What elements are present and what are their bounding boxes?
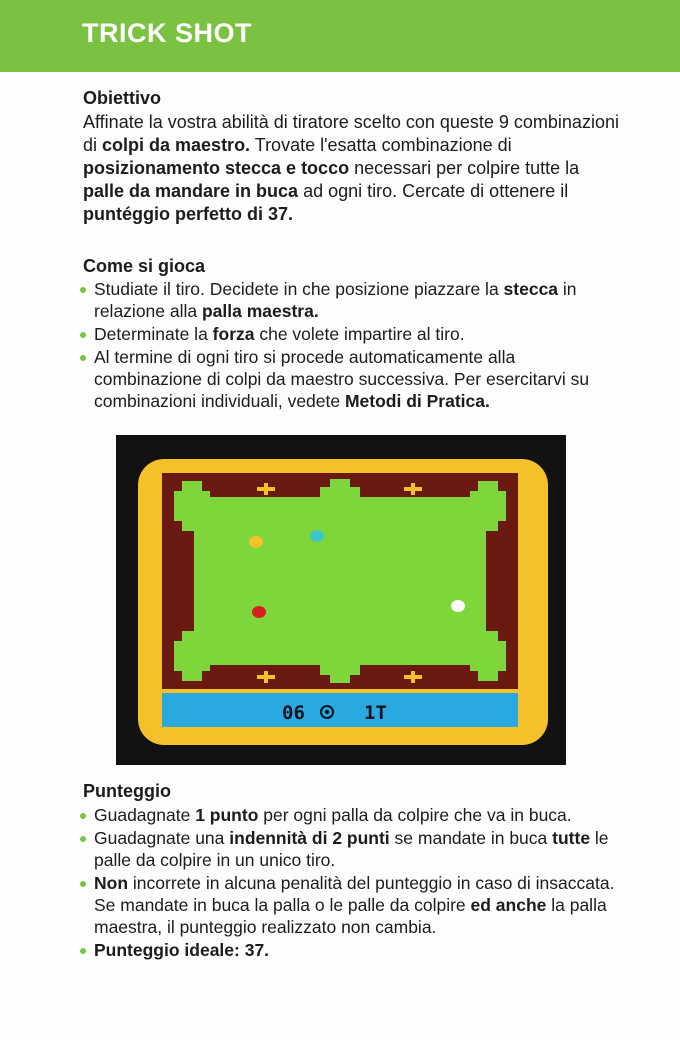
scoring-title: Punteggio xyxy=(83,781,171,801)
header-bar xyxy=(0,0,680,72)
ball-yellow xyxy=(249,536,263,548)
bold-text: colpi da maestro. xyxy=(102,135,251,155)
bold-text: palle da mandare in buca xyxy=(83,181,299,201)
text-run: Guadagnate una xyxy=(94,828,230,848)
bold-text: posizionamento stecca e tocco xyxy=(83,158,350,178)
text-run: Affinate la vostra abilità di tiratore scelto con queste 9 combinazioni di xyxy=(83,112,619,155)
list-item xyxy=(78,278,628,322)
text-run: per ogni palla da colpire che va in buca. xyxy=(258,805,572,825)
shape xyxy=(478,631,498,681)
score-right: 1T xyxy=(364,702,387,724)
text-run: Al termine di ogni tiro si procede automaticamente alla combinazione di colpi da maestro successiva. Per esercitarvi su combinazioni individuali, vedete xyxy=(94,347,590,411)
text-run: in relazione alla xyxy=(94,279,577,321)
shape xyxy=(264,671,268,683)
shape xyxy=(478,481,498,531)
list-item xyxy=(78,323,628,345)
bold-text: puntéggio perfetto di 37. xyxy=(83,204,293,224)
text-run: la palla maestra, il punteggio realizzato non cambia. xyxy=(94,895,607,937)
bold-text: stecca xyxy=(503,279,559,299)
bold-text: Non xyxy=(94,873,129,893)
bold-text: Punteggio ideale: 37. xyxy=(94,940,270,960)
score-bar xyxy=(162,693,518,727)
shape xyxy=(411,483,415,495)
shape xyxy=(182,631,202,681)
text-run: ad ogni tiro. Cercate di ottenere il xyxy=(298,181,569,201)
cue-ball-white xyxy=(451,600,465,612)
text-run: se mandate in buca xyxy=(389,828,553,848)
list-item xyxy=(78,827,628,871)
bold-text: forza xyxy=(212,324,255,344)
how-to-play-title: Come si gioca xyxy=(83,256,206,276)
text-run: Studiate il tiro. Decidete in che posizione piazzare la xyxy=(94,279,504,299)
shape xyxy=(264,483,268,495)
bold-text: Metodi di Pratica. xyxy=(344,391,490,411)
text-run: incorrete in alcuna penalità del punteggio in caso di insaccata. Se mandate in buca la palla o le palle da colpire xyxy=(94,873,615,915)
ball-red xyxy=(252,606,266,618)
scoring-list xyxy=(78,804,628,962)
list-item xyxy=(78,804,628,826)
ball-cyan xyxy=(310,530,324,542)
list-item xyxy=(78,872,628,938)
text-run: necessari per colpire tutte la xyxy=(349,158,580,178)
text-run: che volete impartire al tiro. xyxy=(254,324,465,344)
list-item xyxy=(78,346,628,412)
shape xyxy=(411,671,415,683)
text-run: Trovate l'esatta combinazione di xyxy=(250,135,512,155)
objective-title: Obiettivo xyxy=(83,88,162,108)
score-left: 06 xyxy=(282,702,305,724)
objective-text xyxy=(83,111,623,226)
text-run: Guadagnate xyxy=(94,805,196,825)
bold-text: ed anche xyxy=(470,895,547,915)
how-to-play-list xyxy=(78,278,628,413)
shape xyxy=(182,481,202,531)
text-run: le palle da colpire in un unico tiro. xyxy=(94,828,609,870)
game-screen-svg xyxy=(116,435,566,765)
shape xyxy=(330,479,350,523)
bold-text: tutte xyxy=(552,828,591,848)
bold-text: palla maestra. xyxy=(201,301,319,321)
shape xyxy=(330,639,350,683)
page-title: TRICK SHOT xyxy=(82,18,252,48)
text-run: Determinate la xyxy=(94,324,213,344)
bold-text: 1 punto xyxy=(195,805,259,825)
game-screenshot xyxy=(116,435,566,765)
list-item xyxy=(78,939,628,961)
bold-text: indennità di 2 punti xyxy=(229,828,390,848)
